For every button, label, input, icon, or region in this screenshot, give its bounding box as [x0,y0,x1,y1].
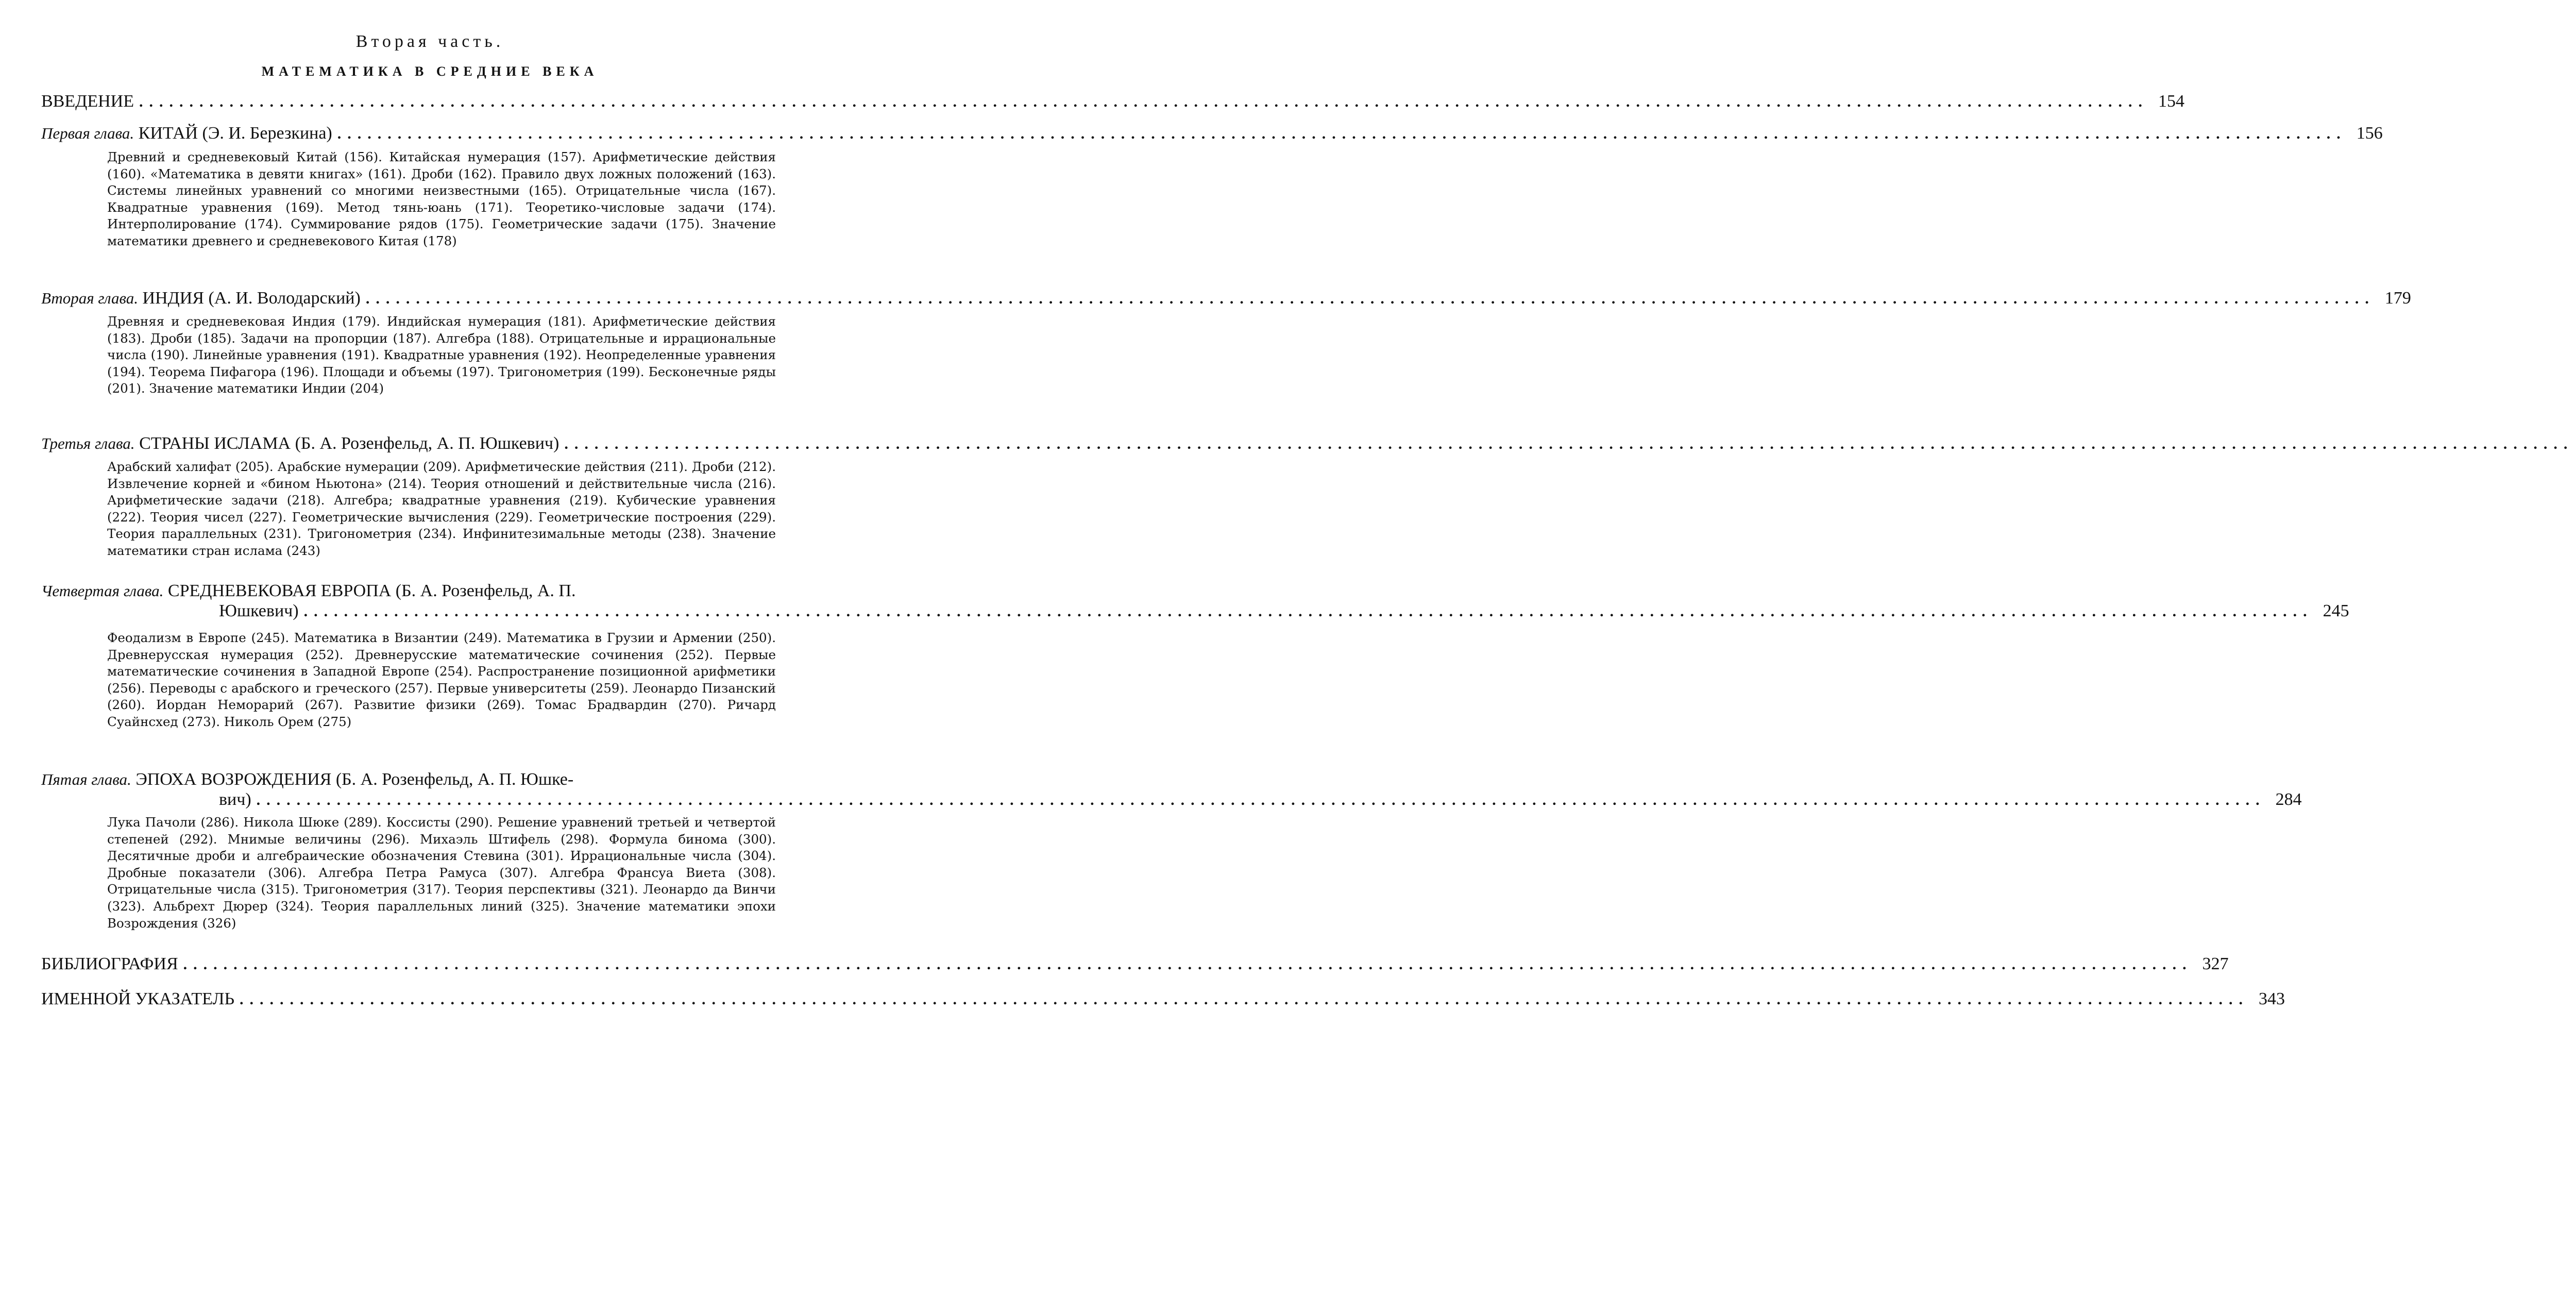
toc-entry-title: ВВЕДЕНИЕ [41,92,134,111]
chapter-prefix: Четвертая глава. [41,582,164,600]
chapter-title: СТРАНЫ ИСЛАМА (Б. А. Розенфельд, А. П. Юшкевич) [139,434,560,453]
toc-page-number: 284 [2275,790,2302,809]
toc-page-number: 179 [2384,289,2411,308]
chapter-title: КИТАЙ (Э. И. Березкина) [138,124,332,143]
chapter-prefix: Вторая глава. [41,289,138,307]
toc-page-number: 327 [2202,954,2229,973]
part-title: Вторая часть. [355,32,504,51]
chapter-1-topics: Древний и средневековый Китай (156). Китайская нумерация (157). Арифметические действия (160). «Математика в девяти книгах» (161). Дроби (162). Правило двух ложных положений (163). Системы линейных уравнений со многими неизвестными (165). Отрицательные числа (167). Квадратные уравнения (169). Метод тянь-юань (171). Теоретико-числовые задачи (174). Интерполирование (174). Суммирование рядов (175). Геометрические задачи (175). Значение математики древнего и средневекового Китая (178) [107,149,776,248]
toc-entry-chapter-5[interactable] [41,770,819,793]
toc-entry-title: ИМЕННОЙ УКАЗАТЕЛЬ [41,989,234,1008]
chapter-3-topics: Арабский халифат (205). Арабские нумерации (209). Арифметические действия (211). Дроби (212). Извлечение корней и «бином Ньютона» (214). Теория отношений и действительные числа (216). Арифметические задачи (218). Алгебра; квадратные уравнения (219). Кубические уравнения (222). Теория чисел (227). Геометрические вычисления (229). Геометрические построения (229). Теория параллельных (231). Тригонометрия (234). Инфинитезимальные методы (238). Значение математики стран ислама (243) [107,459,776,558]
toc-page-number: 245 [2323,601,2349,620]
chapter-5-topics: Лука Пачоли (286). Никола Шюке (289). Коссисты (290). Решение уравнений третьей и четвертой степеней (292). Мнимые величины (296). Михаэль Штифель (298). Формула бинома (300). Десятичные дроби и алгебраические обозначения Стевина (301). Иррациональные числа (304). Дробные показатели (306). Алгебра Петра Рамуса (307). Алгебра Франсуа Виета (308). Отрицательные числа (315). Тригонометрия (317). Теория перспективы (321). Леонардо да Винчи (323). Альбрехт Дюрер (324). Теория параллельных линий (325). Значение математики эпохи Возрождения (326) [107,815,776,931]
toc-entry-chapter-5-cont[interactable] [219,790,2302,813]
chapter-prefix: Первая глава. [41,124,134,142]
chapter-4-topics: Феодализм в Европе (245). Математика в Византии (249). Математика в Грузии и Армении (250). Древнерусская нумерация (252). Древнерусские математические сочинения (252). Первые математические сочинения в Западной Европе (254). Распространение позиционной арифметики (256). Переводы с арабского и греческого (257). Первые университеты (259). Леонардо Пизанский (260). Иордан Неморарий (267). Развитие физики (269). Томас Брадвардин (270). Ричард Суайнсхед (273). Николь Орем (275) [107,630,776,729]
toc-entry-chapter-4[interactable] [41,581,819,604]
chapter-title-continuation: Юшкевич) [219,601,299,620]
toc-entry-chapter-1[interactable] [41,124,2383,146]
dot-leader: ........................................................................................................................................................................................................ [139,93,2148,110]
toc-page-number: 156 [2356,124,2383,143]
toc-entry-bibliography[interactable] [41,954,2229,977]
chapter-title: СРЕДНЕВЕКОВАЯ ЕВРОПА (Б. А. Розенфельд, А. П. [167,581,576,600]
dot-leader: ........................................................................................................................................................................................................ [365,290,2375,307]
chapter-prefix: Третья глава. [41,434,135,452]
chapter-2-topics: Древняя и средневековая Индия (179). Индийская нумерация (181). Арифметические действия (183). Дроби (185). Задачи на пропорции (187). Алгебра (188). Отрицательные и иррациональные числа (190). Линейные уравнения (191). Квадратные уравнения (192). Неопределенные уравнения (194). Теорема Пифагора (196). Площади и объемы (197). Тригонометрия (199). Бесконечные ряды (201). Значение математики Индии (204) [107,314,776,396]
toc-entry-intro[interactable] [41,92,2184,114]
dot-leader: ........................................................................................................................................................................................................ [564,435,2574,452]
toc-entry-index[interactable] [41,989,2285,1012]
chapter-title: ЭПОХА ВОЗРОЖДЕНИЯ (Б. А. Розенфельд, А. П. Юшке- [135,770,574,789]
toc-page-number: 343 [2259,989,2285,1008]
dot-leader: ........................................................................................................................................................................................................ [240,991,2249,1008]
dot-leader: ........................................................................................................................................................................................................ [337,125,2347,142]
toc-entry-chapter-3[interactable] [41,434,2574,457]
dot-leader: ........................................................................................................................................................................................................ [183,956,2193,973]
chapter-title: ИНДИЯ (А. И. Володарский) [142,289,361,308]
dot-leader: ........................................................................................................................................................................................................ [256,791,2266,808]
toc-entry-chapter-2[interactable] [41,289,2411,311]
toc-entry-chapter-4-cont[interactable] [219,601,2349,624]
chapter-title-continuation: вич) [219,790,251,809]
toc-entry-title: БИБЛИОГРАФИЯ [41,954,178,973]
part-subtitle: МАТЕМАТИКА В СРЕДНИЕ ВЕКА [261,64,599,79]
toc-page-number: 154 [2158,92,2184,111]
chapter-prefix: Пятая глава. [41,770,131,788]
dot-leader: ........................................................................................................................................................................................................ [303,603,2313,620]
